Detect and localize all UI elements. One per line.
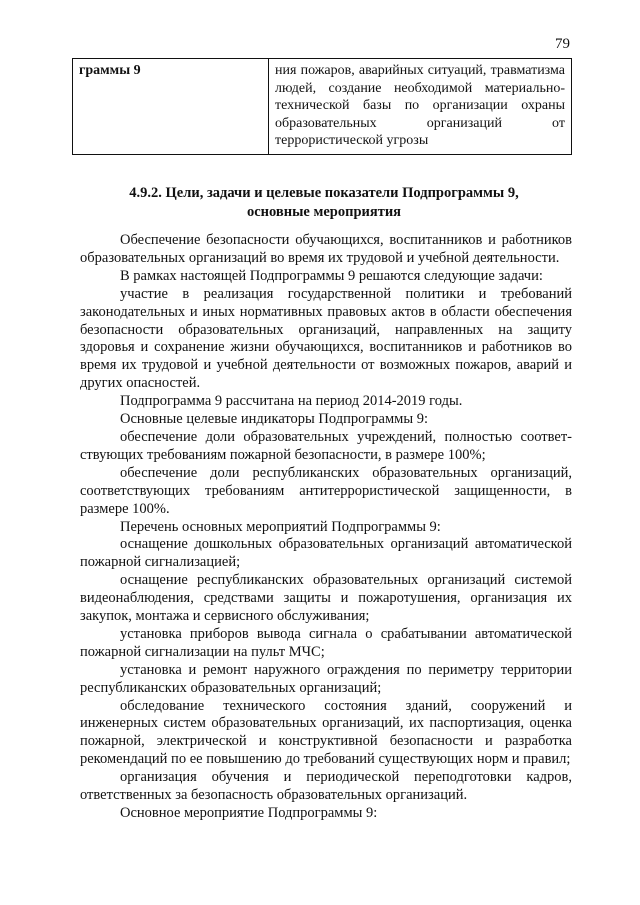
paragraph: Основное мероприятие Подпрограммы 9: xyxy=(120,805,378,821)
paragraph: оснащение дошкольных образовательных организаций автоматической пожарной сигнализацией; xyxy=(80,536,572,571)
paragraph: Основные целевые индикаторы Подпрограммы 9: xyxy=(120,411,428,428)
paragraph: Перечень основных мероприятий Подпрограммы 9: xyxy=(120,518,441,535)
paragraph: Обеспечение безопасности обучающихся, воспитанников и работников образовательных организаций во время их трудовой и учебной деятельности. xyxy=(80,232,572,266)
continuation-table xyxy=(72,58,572,155)
section-heading-line-2: основные мероприятия xyxy=(246,204,402,220)
paragraph: оснащение республиканских образовательных организаций системой видеонаблюдения, средствами защиты и пожаротушения, организация их закупок, монтажа и сервисного обслуживания; xyxy=(80,572,572,625)
paragraph: обследование технического состояния зданий, сооружений и инженерных систем образовательных организаций, их паспортизация, оценка пожарной, электрической и конструктивной безопасности и разработка рекомендаций по ее повышению до требований существующих норм и правил; xyxy=(80,697,572,768)
paragraph: участие в реализация государственной политики и требований законодательных и иных нормативных правовых актов в области обеспечения безопасности образовательных организаций, направленных на защиту здоровья и сохранение жизни обучающихся, воспитанников и работников во время их трудовой и учебной деятельности от возможных пожаров, аварий и других опасностей. xyxy=(80,285,572,392)
section-heading xyxy=(80,184,568,222)
body-text xyxy=(80,232,572,823)
paragraph: обеспечение доли образовательных учреждений, полностью соответ-ствующих требованиям пожарной безопасности, в размере 100%; xyxy=(80,428,572,463)
table-cell-left: граммы 9 xyxy=(73,59,269,155)
paragraph: Подпрограмма 9 рассчитана на период 2014-2019 годы. xyxy=(120,393,463,410)
paragraph: В рамках настоящей Подпрограммы 9 решаются следующие задачи: xyxy=(120,267,543,284)
paragraph: установка и ремонт наружного ограждения по периметру территории республиканских образовательных организаций; xyxy=(80,661,572,696)
paragraph: установка приборов вывода сигнала о срабатывании автоматической пожарной сигнализации на пульт МЧС; xyxy=(80,625,572,660)
table-row xyxy=(73,59,572,155)
section-heading-line-1: 4.9.2. Цели, задачи и целевые показатели Подпрограммы 9, xyxy=(129,185,519,201)
page-number: 79 xyxy=(555,36,570,52)
paragraph: обеспечение доли республиканских образовательных организаций, соответствующих требованиям антитеррористической защищенности, в размере 100%. xyxy=(80,464,572,517)
paragraph: организация обучения и периодической переподготовки кадров, ответственных за безопасность образовательных организаций. xyxy=(80,769,572,804)
table-cell-right: ния пожаров, аварийных ситуаций, травматизма людей, создание необходимой материально-технической базы по организации охраны образовательных организаций от террористической угрозы xyxy=(269,59,572,155)
